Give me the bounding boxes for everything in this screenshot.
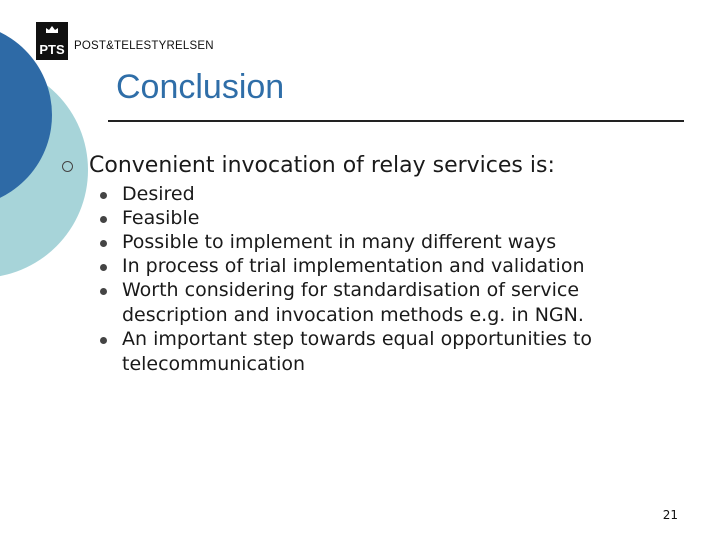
bullet-icon bbox=[100, 337, 107, 344]
crown-icon bbox=[45, 25, 59, 34]
pts-logo bbox=[36, 22, 214, 60]
list-item-text: Feasible bbox=[122, 207, 200, 229]
main-bullet-point bbox=[62, 152, 555, 180]
main-bullet-text: Convenient invocation of relay services is: bbox=[89, 153, 555, 178]
list-item bbox=[100, 278, 670, 328]
page-number: 21 bbox=[662, 508, 678, 522]
list-item bbox=[100, 206, 670, 231]
slide-title: Conclusion bbox=[116, 68, 285, 106]
logo-mark-text: PTS bbox=[39, 42, 65, 57]
title-divider bbox=[108, 120, 684, 122]
list-item bbox=[100, 327, 670, 377]
list-item-text: Desired bbox=[122, 183, 195, 205]
sub-bullet-list bbox=[100, 182, 670, 376]
bullet-icon bbox=[100, 192, 107, 199]
bullet-icon bbox=[100, 240, 107, 247]
organization-name: POST&TELESTYRELSEN bbox=[74, 40, 214, 52]
list-item bbox=[100, 230, 670, 255]
list-item-text: Worth considering for standardisation of service description and invocation methods e.g. in NGN. bbox=[122, 279, 584, 326]
list-item-text: Possible to implement in many different ways bbox=[122, 231, 557, 253]
bullet-icon bbox=[100, 216, 107, 223]
hollow-bullet-icon bbox=[62, 161, 73, 172]
pts-logo-mark bbox=[36, 22, 68, 60]
bullet-icon bbox=[100, 288, 107, 295]
bullet-icon bbox=[100, 264, 107, 271]
list-item-text: An important step towards equal opportunities to telecommunication bbox=[122, 328, 593, 375]
list-item bbox=[100, 254, 670, 279]
list-item-text: In process of trial implementation and validation bbox=[122, 255, 585, 277]
list-item bbox=[100, 182, 670, 207]
